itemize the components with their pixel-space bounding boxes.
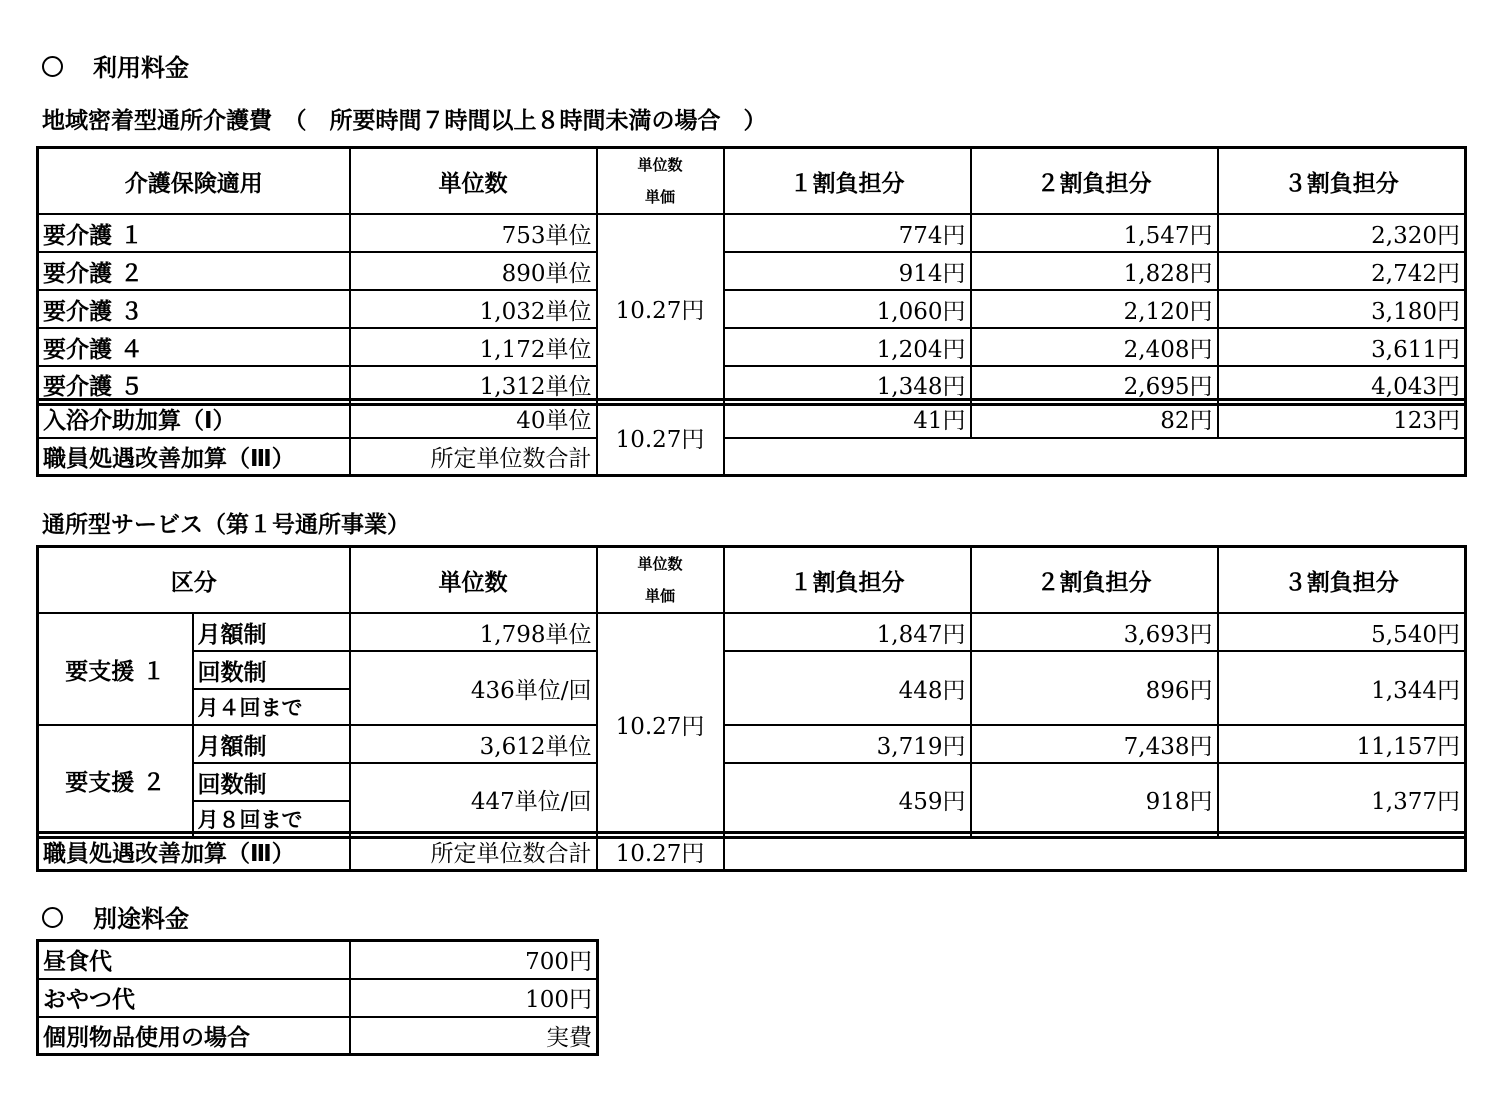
row-units: 1,172単位	[350, 328, 597, 366]
empty-cell	[724, 438, 1466, 476]
row-burden-1: 448円	[724, 651, 971, 725]
header-units: 単位数	[350, 148, 597, 215]
row-burden-2: 82円	[971, 400, 1218, 438]
row-label: 個別物品使用の場合	[38, 1017, 350, 1055]
plan-type-label: 月額制	[193, 725, 350, 763]
table-row	[38, 1017, 598, 1055]
empty-cell	[724, 833, 1466, 871]
row-units: 40単位	[350, 400, 597, 438]
row-units: 1,312単位	[350, 366, 597, 404]
row-burden-3: 4,043円	[1218, 366, 1466, 404]
row-burden-3: 5,540円	[1218, 613, 1466, 651]
row-label: 要介護 ２	[38, 252, 350, 290]
row-value: 700円	[350, 941, 598, 979]
row-burden-2: 896円	[971, 651, 1218, 725]
header-burden-1: １割負担分	[724, 547, 971, 614]
row-burden-1: 459円	[724, 763, 971, 837]
row-burden-2: 2,120円	[971, 290, 1218, 328]
row-units: 1,798単位	[350, 613, 597, 651]
header-unit-price: 単位数 単価	[597, 148, 724, 215]
header-burden-2: ２割負担分	[971, 547, 1218, 614]
header-burden-2: ２割負担分	[971, 148, 1218, 215]
table-row	[38, 400, 1466, 438]
row-burden-2: 1,547円	[971, 214, 1218, 252]
row-label: 昼食代	[38, 941, 350, 979]
row-burden-3: 11,157円	[1218, 725, 1466, 763]
row-units: 所定単位数合計	[350, 438, 597, 476]
row-label: 要介護 ５	[38, 366, 350, 404]
row-units: 447単位/回	[350, 763, 597, 837]
table-row	[38, 651, 1466, 689]
row-units: 890単位	[350, 252, 597, 290]
row-burden-1: 3,719円	[724, 725, 971, 763]
plan-type-label: 回数制	[193, 651, 350, 689]
header-burden-3: ３割負担分	[1218, 547, 1466, 614]
row-burden-2: 3,693円	[971, 613, 1218, 651]
row-burden-1: 774円	[724, 214, 971, 252]
header-burden-3: ３割負担分	[1218, 148, 1466, 215]
unit-price-cell: 10.27円	[597, 214, 724, 404]
circle-bullet-icon	[42, 56, 63, 77]
row-burden-3: 3,611円	[1218, 328, 1466, 366]
unit-price-cell: 10.27円	[597, 833, 724, 871]
table1-title: 地域密着型通所介護費 （ 所要時間７時間以上８時間未満の場合 ）	[42, 108, 767, 134]
row-units: 1,032単位	[350, 290, 597, 328]
row-units: 所定単位数合計	[350, 833, 597, 871]
care-fee-table	[36, 146, 1467, 406]
plan-type-label: 回数制	[193, 763, 350, 801]
table-header-row	[38, 547, 1466, 614]
header-category: 介護保険適用	[38, 148, 350, 215]
row-label: おやつ代	[38, 979, 350, 1017]
row-burden-3: 1,344円	[1218, 651, 1466, 725]
table-row	[38, 979, 598, 1017]
row-label: 入浴介助加算（Ⅰ）	[38, 400, 350, 438]
table-row	[38, 613, 1466, 651]
row-label: 職員処遇改善加算（Ⅲ）	[38, 833, 350, 871]
support-addon-table	[36, 831, 1467, 872]
row-burden-2: 7,438円	[971, 725, 1218, 763]
support-service-table	[36, 545, 1467, 839]
care-addon-table	[36, 398, 1467, 477]
row-label: 要介護 ３	[38, 290, 350, 328]
row-burden-2: 1,828円	[971, 252, 1218, 290]
row-value: 100円	[350, 979, 598, 1017]
row-label: 要介護 １	[38, 214, 350, 252]
header-unit-price: 単位数 単価	[597, 547, 724, 614]
extra-fee-heading: 別途料金	[42, 899, 189, 934]
row-burden-1: 1,204円	[724, 328, 971, 366]
row-burden-1: 41円	[724, 400, 971, 438]
row-burden-1: 914円	[724, 252, 971, 290]
row-burden-2: 918円	[971, 763, 1218, 837]
plan-type-label: 月額制	[193, 613, 350, 651]
visit-limit-label: 月８回まで	[193, 801, 350, 837]
row-burden-3: 123円	[1218, 400, 1466, 438]
table2-title: 通所型サービス（第１号通所事業）	[42, 512, 410, 538]
table-row	[38, 328, 1466, 366]
header-units: 単位数	[350, 547, 597, 614]
row-units: 753単位	[350, 214, 597, 252]
table-row	[38, 941, 598, 979]
table-row	[38, 214, 1466, 252]
extra-fee-table	[36, 939, 599, 1056]
row-label: 職員処遇改善加算（Ⅲ）	[38, 438, 350, 476]
visit-limit-label: 月４回まで	[193, 689, 350, 725]
table-row	[38, 763, 1466, 801]
table-row	[38, 833, 1466, 871]
row-value: 実費	[350, 1017, 598, 1055]
row-burden-1: 1,060円	[724, 290, 971, 328]
row-units: 3,612単位	[350, 725, 597, 763]
row-label: 要介護 ４	[38, 328, 350, 366]
row-units: 436単位/回	[350, 651, 597, 725]
row-burden-3: 1,377円	[1218, 763, 1466, 837]
row-burden-1: 1,847円	[724, 613, 971, 651]
unit-price-cell: 10.27円	[597, 613, 724, 837]
header-category: 区分	[38, 547, 350, 614]
usage-fee-heading: 利用料金	[42, 48, 189, 83]
table-row	[38, 725, 1466, 763]
row-burden-2: 2,408円	[971, 328, 1218, 366]
support-level-label: 要支援 １	[38, 613, 193, 725]
table-row	[38, 252, 1466, 290]
row-burden-3: 2,320円	[1218, 214, 1466, 252]
table-row	[38, 290, 1466, 328]
row-burden-2: 2,695円	[971, 366, 1218, 404]
header-burden-1: １割負担分	[724, 148, 971, 215]
unit-price-cell: 10.27円	[597, 400, 724, 476]
support-level-label: 要支援 ２	[38, 725, 193, 837]
table-header-row	[38, 148, 1466, 215]
table-row	[38, 438, 1466, 476]
row-burden-1: 1,348円	[724, 366, 971, 404]
circle-bullet-icon	[42, 907, 63, 928]
row-burden-3: 3,180円	[1218, 290, 1466, 328]
row-burden-3: 2,742円	[1218, 252, 1466, 290]
